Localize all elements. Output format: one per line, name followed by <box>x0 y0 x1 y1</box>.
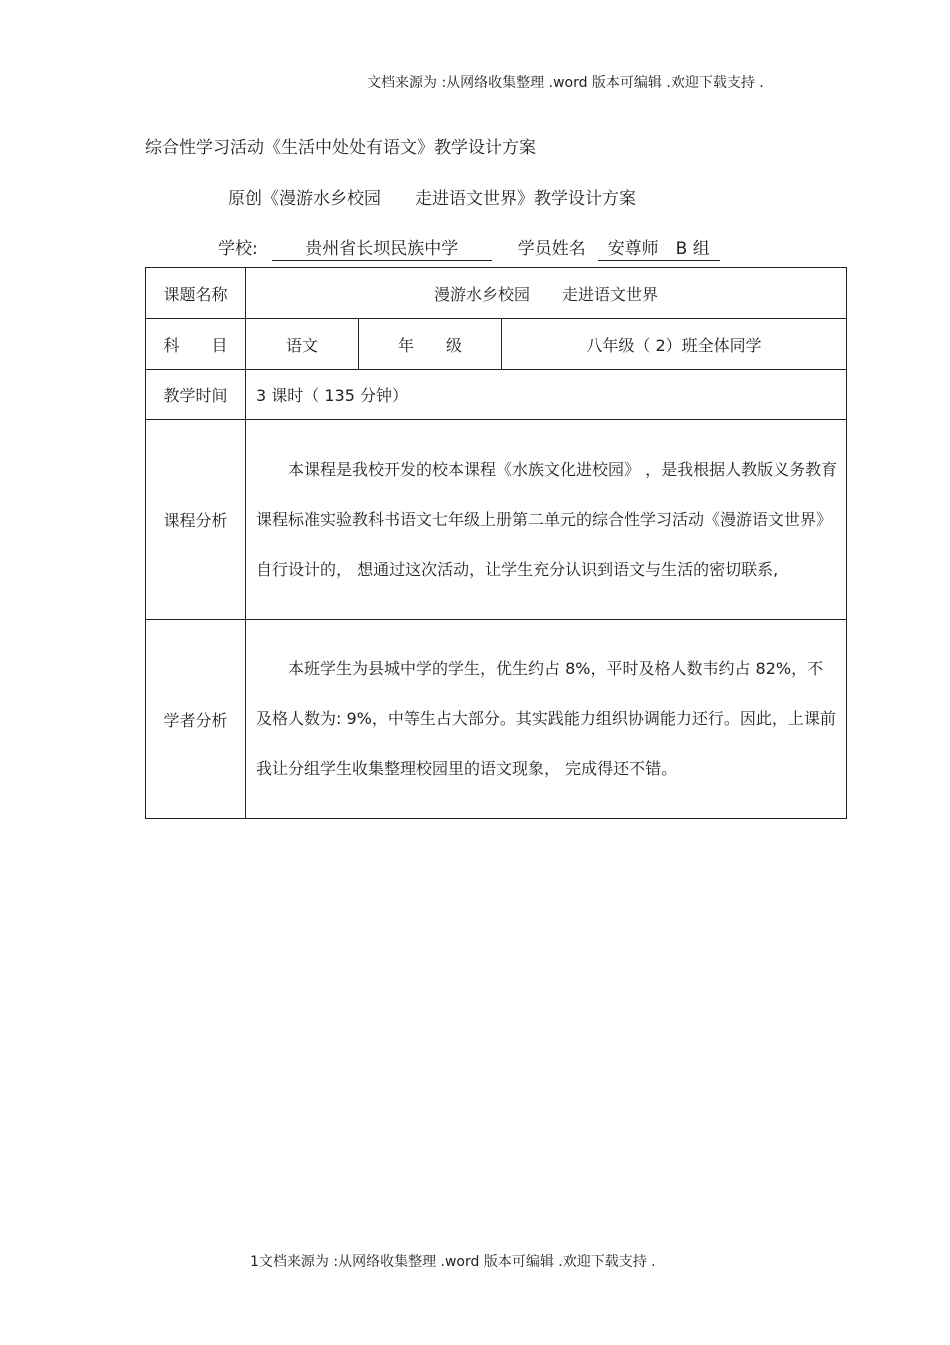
course-analysis-label: 课程分析 <box>146 420 246 620</box>
topic-value: 漫游水乡校园 走进语文世界 <box>246 268 847 319</box>
subject-label: 科 目 <box>146 319 246 370</box>
lesson-plan-table <box>145 267 847 819</box>
table-row <box>146 420 847 620</box>
school-label: 学校: <box>218 239 258 259</box>
table-row <box>146 268 847 319</box>
table-row <box>146 319 847 370</box>
topic-label: 课题名称 <box>146 268 246 319</box>
grade-label: 年 级 <box>359 319 502 370</box>
learner-analysis-text: 本班学生为县城中学的学生，优生约占 8%，平时及格人数韦约占 82%，不及格人数为: 9%，中等生占大部分。其实践能力组织协调能力还行。因此，上课前我让分组学生收集整理校园里的语文现象， 完成得还不错。 <box>246 620 847 819</box>
table-row <box>146 620 847 819</box>
learner-analysis-label: 学者分析 <box>146 620 246 819</box>
teaching-time-label: 教学时间 <box>146 370 246 420</box>
grade-value: 八年级（ 2）班全体同学 <box>502 319 847 370</box>
course-analysis-text: 本课程是我校开发的校本课程《水族文化进校园》 ，是我根据人教版义务教育课程标准实验教科书语文七年级上册第二单元的综合性学习活动《漫游语文世界》自行设计的， 想通过这次活动，让学生充分认识到语文与生活的密切联系, <box>246 420 847 620</box>
document-subtitle: 原创《漫游水乡校园 走进语文世界》教学设计方案 <box>228 189 636 209</box>
subject-value: 语文 <box>246 319 359 370</box>
document-title: 综合性学习活动《生活中处处有语文》教学设计方案 <box>145 138 536 158</box>
student-name-value: 安尊师 B 组 <box>598 234 720 261</box>
student-name-label: 学员姓名 <box>517 239 586 259</box>
teaching-time-value: 3 课时（ 135 分钟） <box>246 370 847 420</box>
header-source-note: 文档来源为 :从网络收集整理 .word 版本可编辑 .欢迎下载支持 . <box>367 75 764 91</box>
footer-source-note: 1文档来源为 :从网络收集整理 .word 版本可编辑 .欢迎下载支持 . <box>250 1254 656 1270</box>
school-value: 贵州省长坝民族中学 <box>272 234 492 261</box>
table-row <box>146 370 847 420</box>
school-info-line <box>218 234 720 261</box>
